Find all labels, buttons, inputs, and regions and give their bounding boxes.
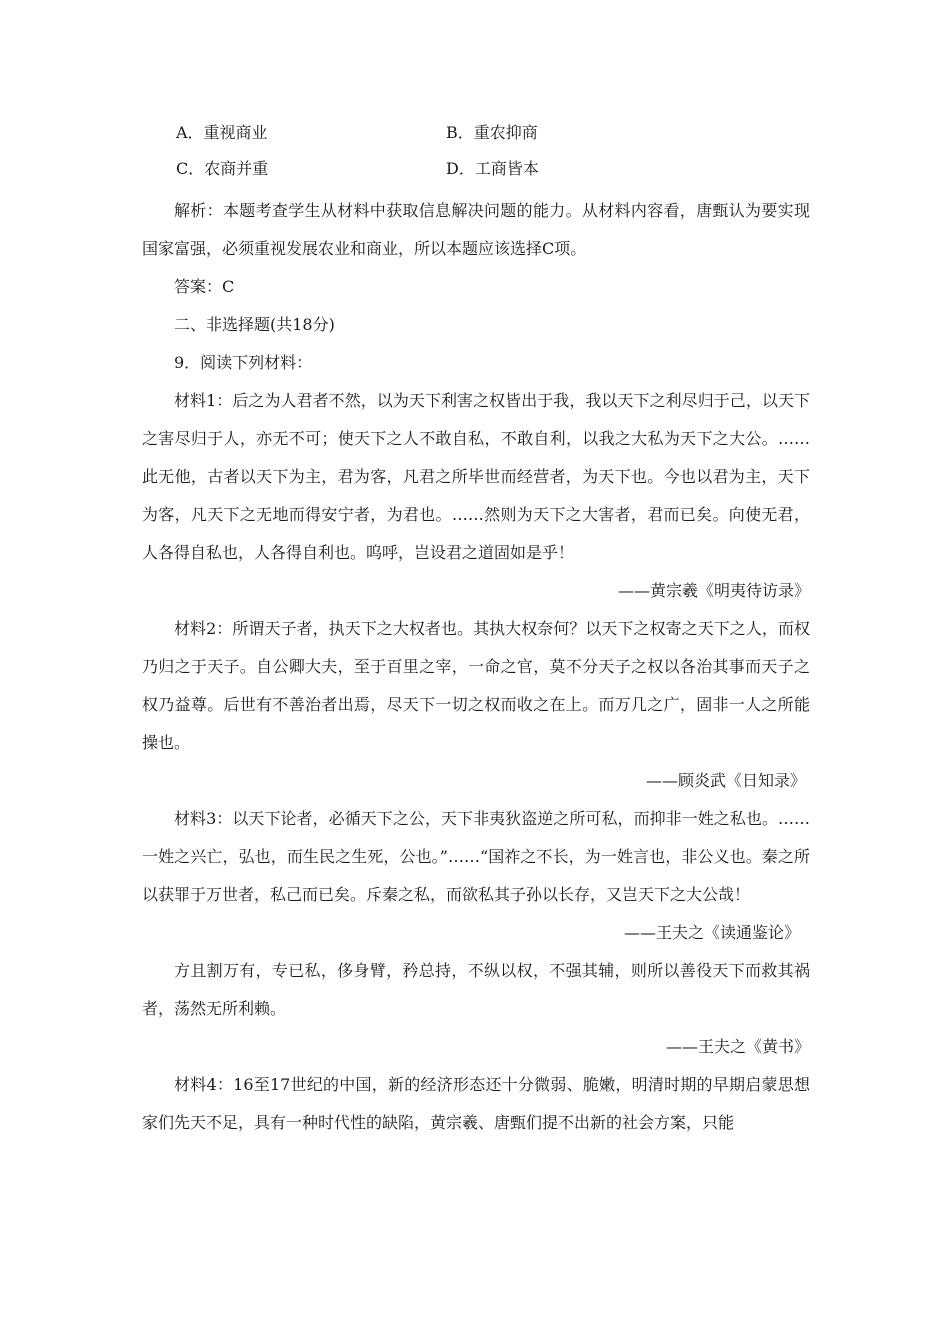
analysis-text: 解析：本题考查学生从材料中获取信息解决问题的能力。从材料内容看，唐甄认为要实现国家富强，必须重视发展农业和商业，所以本题应该选择C项。 (142, 201, 810, 258)
material-3b-text: 方且割万有，专已私，侈身臂，矜总持，不纵以权，不强其辅，则所以善役天下而救其祸者，荡然无所利赖。 (142, 961, 810, 1018)
section-title: 二、非选择题(共18分) (174, 315, 335, 334)
material-3-text: 材料3：以天下论者，必循天下之公，天下非夷狄盗逆之所可私，而抑非一姓之私也。……一姓之兴亡，弘也，而生民之生死，公也。”……“国祚之不长，为一姓言也，非公义也。秦之所以获罪于万世者，私己而已矣。斥秦之私，而欲私其子孙以长存，又岂天下之大公哉！ (142, 809, 810, 904)
material-3b-source: ——王夫之《黄书》 (665, 1037, 810, 1056)
choice-options (176, 122, 810, 180)
option-a: A．重视商业 (176, 123, 268, 142)
material-2-source: ——顾炎武《日知录》 (645, 771, 806, 790)
material-4-text: 材料4：16至17世纪的中国，新的经济形态还十分微弱、脆嫩，明清时期的早期启蒙思想家们先天不足，具有一种时代性的缺陷，黄宗羲、唐甄们提不出新的社会方案，只能 (142, 1075, 810, 1132)
material-3-source: ——王夫之《读通鉴论》 (623, 923, 800, 942)
material-1-source: ——黄宗羲《明夷待访录》 (617, 581, 810, 600)
material-1-text: 材料1：后之为人君者不然，以为天下利害之权皆出于我，我以天下之利尽归于己，以天下之害尽归于人，亦无不可；使天下之人不敢自私，不敢自利，以我之大私为天下之大公。……此无他，古者以天下为主，君为客，凡君之所毕世而经营者，为天下也。今也以君为主，天下为客，凡天下之无地而得安宁者，为君也。……然则为天下之大害者，君而已矣。向使无君，人各得自私也，人各得自利也。呜呼，岂设君之道固如是乎！ (142, 391, 810, 562)
option-d: D．工商皆本 (446, 159, 539, 178)
option-b: B．重农抑商 (446, 123, 538, 142)
question-9: 9．阅读下列材料： (174, 353, 313, 372)
answer-text: 答案：C (174, 277, 235, 296)
option-c: C．农商并重 (176, 159, 269, 178)
material-2-text: 材料2：所谓天子者，执天下之大权者也。其执大权奈何？以天下之权寄之天下之人，而权乃归之于天子。自公卿大夫，至于百里之宰，一命之官，莫不分天子之权以各治其事而天子之权乃益尊。后世有不善治者出焉，尽天下一切之权而收之在上。而万几之广，固非一人之所能操也。 (142, 619, 810, 752)
document-content (142, 122, 810, 1142)
